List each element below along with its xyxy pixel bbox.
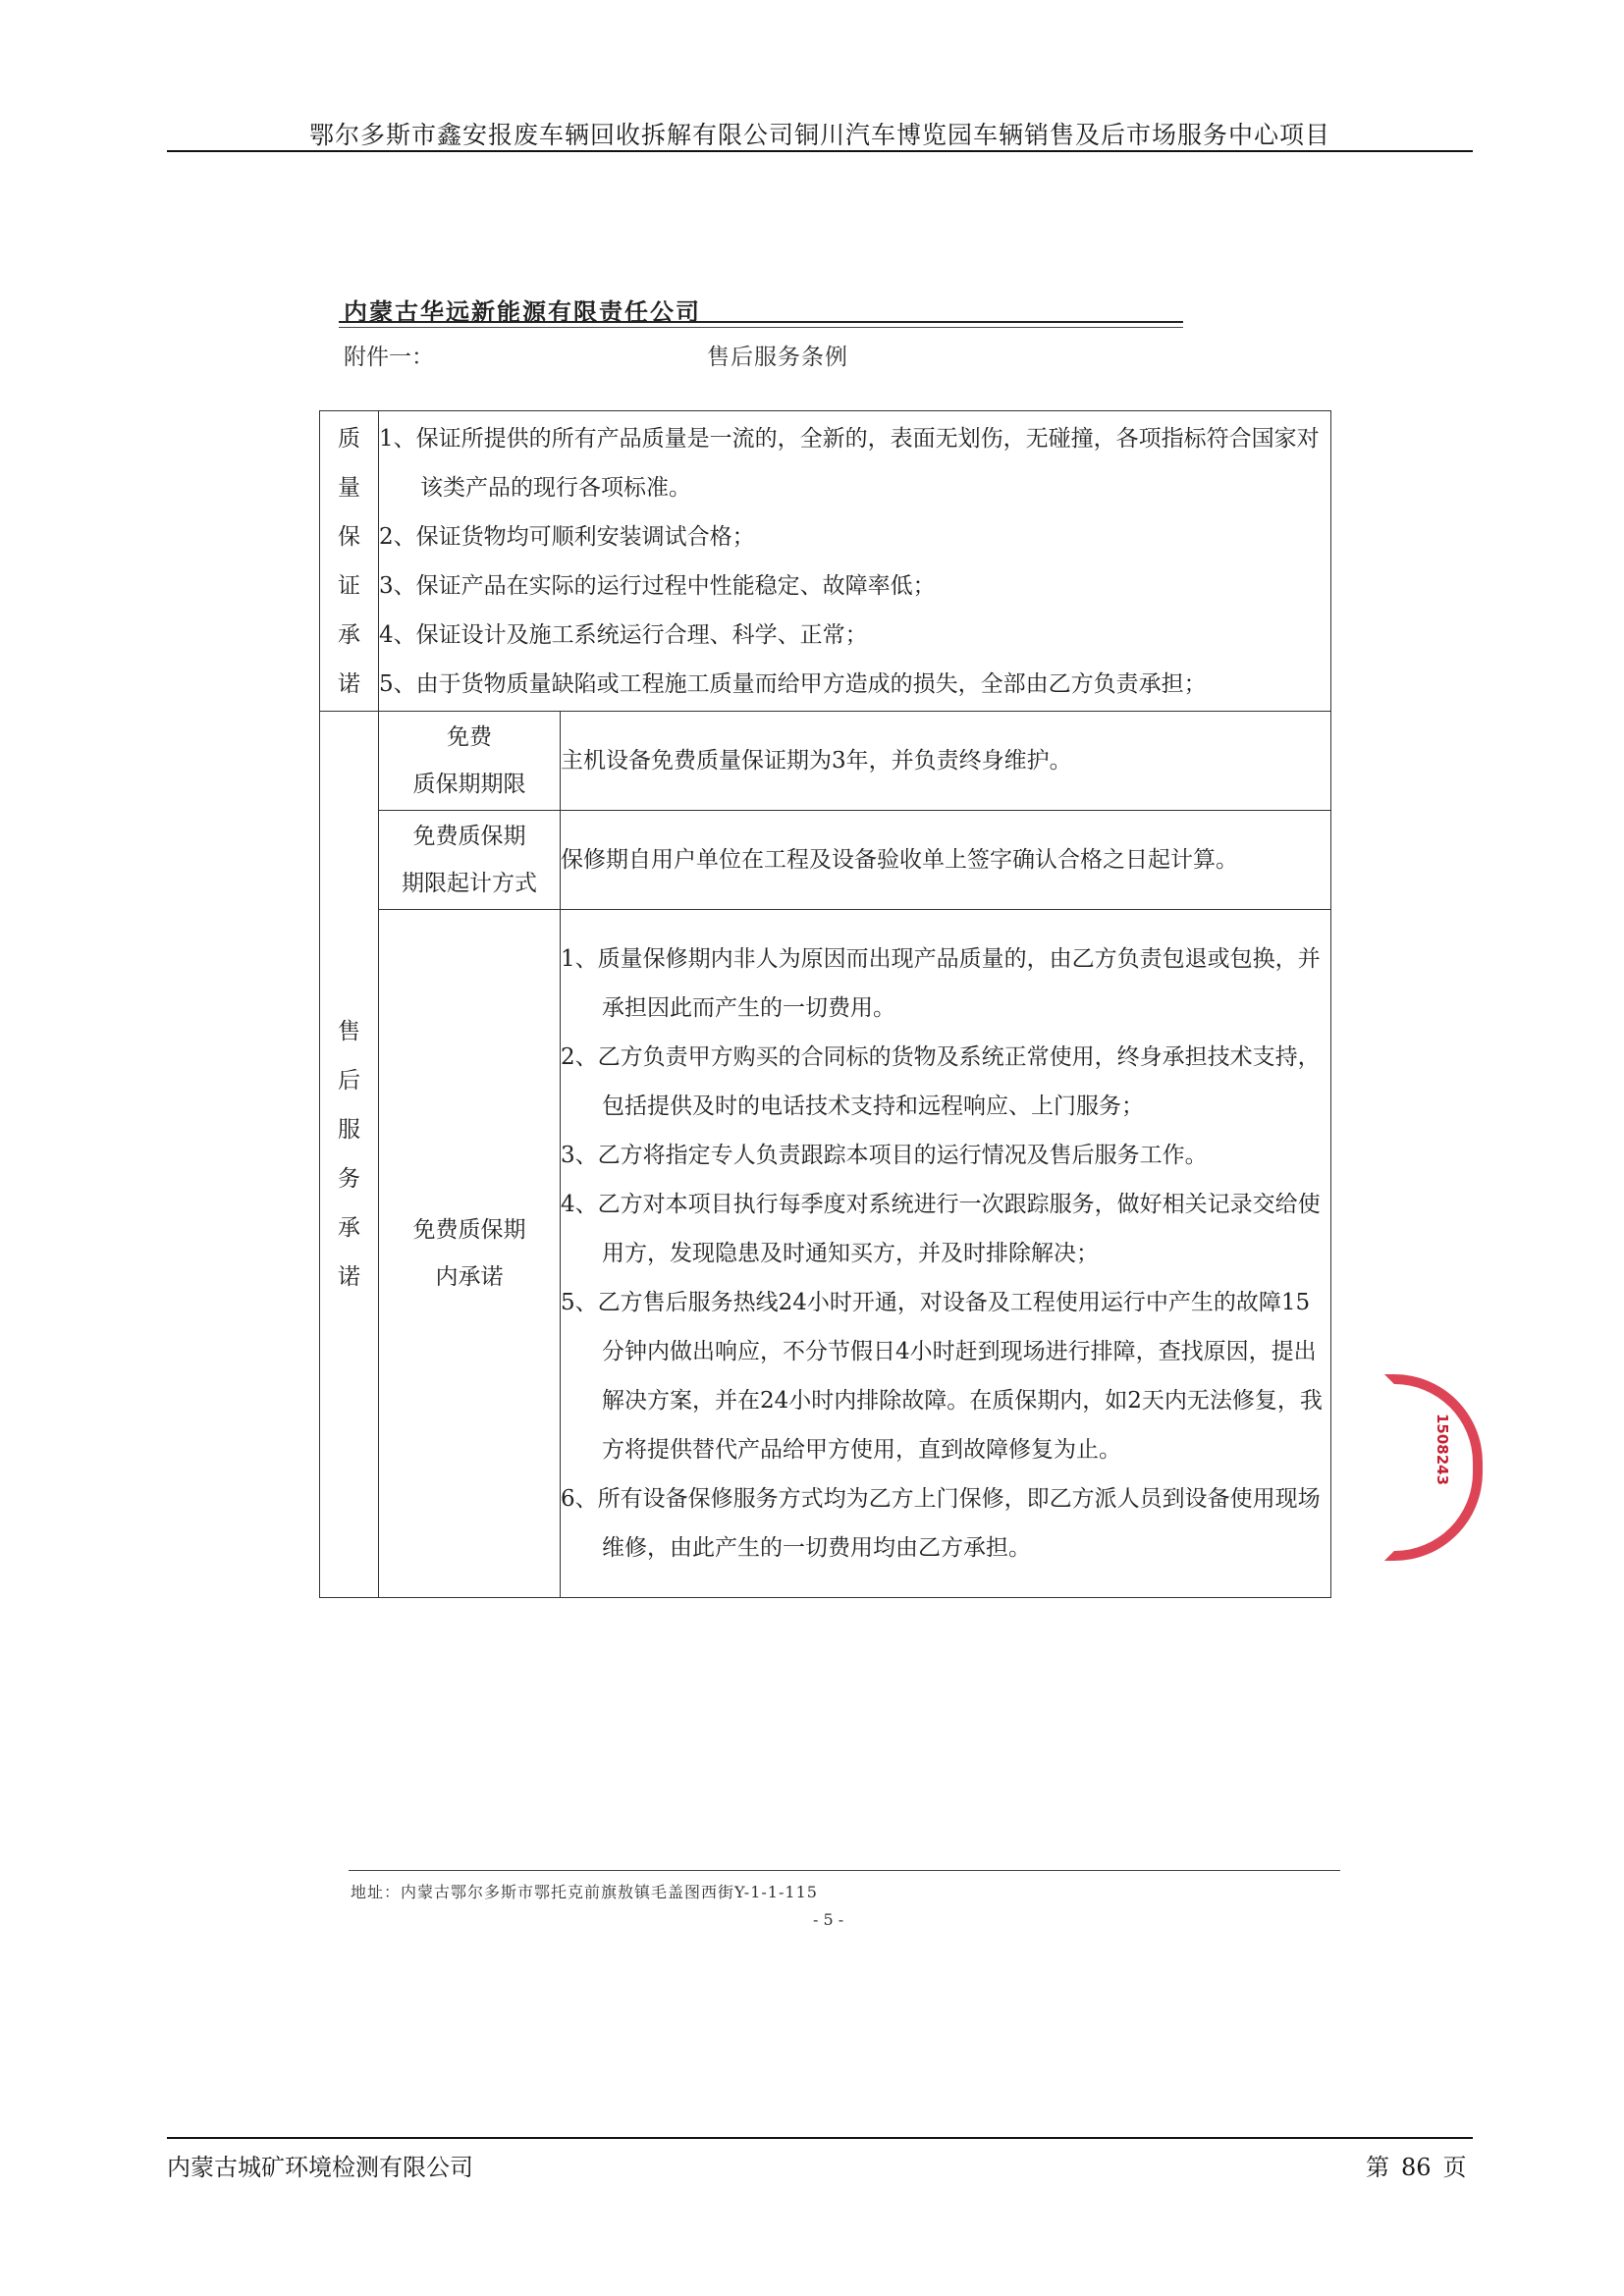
quality-label-char: 保 <box>338 523 360 550</box>
letterhead-address: 地址：内蒙古鄂尔多斯市鄂托克前旗敖镇毛盖图西街Y-1-1-115 <box>351 1883 818 1901</box>
after-sales-label-char: 承 <box>338 1215 360 1241</box>
document-title: 售后服务条例 <box>707 345 848 370</box>
page-suffix: 页 <box>1442 2154 1467 2181</box>
quality-item: 5、由于货物质量缺陷或工程施工质量而给甲方造成的损失，全部由乙方负责承担； <box>379 670 1207 697</box>
warranty-commitments-label <box>379 910 561 1598</box>
warranty-period-label-line: 质保期期限 <box>412 772 526 797</box>
warranty-period-value: 主机设备免费质量保证期为3年，并负责终身维护。 <box>561 712 1331 811</box>
after-sales-terms-table <box>319 410 1331 1598</box>
header-rule <box>167 150 1473 152</box>
quality-items-cell <box>379 411 1331 712</box>
quality-label-char: 量 <box>338 474 360 501</box>
quality-label-char: 承 <box>338 621 360 648</box>
warranty-commitments-label-line: 免费质保期 <box>412 1217 526 1243</box>
warranty-start-label-line: 期限起计方式 <box>402 871 537 896</box>
company-seal-text: 1508243 <box>1434 1414 1451 1486</box>
quality-label-cell <box>320 411 379 712</box>
quality-label-char: 诺 <box>338 670 360 697</box>
attachment-label: 附件一： <box>344 345 434 370</box>
warranty-period-label-line: 免费 <box>447 724 492 750</box>
quality-item: 4、保证设计及施工系统运行合理、科学、正常； <box>379 621 868 648</box>
after-sales-label-char: 售 <box>338 1019 360 1044</box>
letterhead-page-number: - 5 - <box>813 1910 844 1929</box>
after-sales-label-char: 诺 <box>338 1264 360 1290</box>
after-sales-label-cell <box>320 712 379 1598</box>
commitment-item: 4、乙方对本项目执行每季度对系统进行一次跟踪服务，做好相关记录交给使用方，发现隐患及时通知买方，并及时排除解决； <box>561 1192 1321 1266</box>
warranty-start-row <box>320 811 1331 910</box>
warranty-start-value: 保修期自用户单位在工程及设备验收单上签字确认合格之日起计算。 <box>561 811 1331 910</box>
commitment-item: 1、质量保修期内非人为原因而出现产品质量的，由乙方负责包退或包换，并承担因此而产生的一切费用。 <box>561 946 1321 1021</box>
footer-page-number <box>1360 2148 1473 2182</box>
page-header-title: 鄂尔多斯市鑫安报废车辆回收拆解有限公司铜川汽车博览园车辆销售及后市场服务中心项目 <box>308 121 1330 149</box>
commitment-item: 5、乙方售后服务热线24小时开通，对设备及工程使用运行中产生的故障15分钟内做出响应，不分节假日4小时赶到现场进行排障，查找原因，提出解决方案，并在24小时内排除故障。在质保期内，如2天内无法修复，我方将提供替代产品给甲方使用，直到故障修复为止。 <box>561 1290 1323 1463</box>
page-prefix: 第 <box>1366 2154 1389 2181</box>
warranty-start-label-line: 免费质保期 <box>412 824 526 849</box>
footer-company: 内蒙古城矿环境检测有限公司 <box>167 2154 473 2181</box>
after-sales-label-char: 服 <box>338 1117 360 1143</box>
quality-item: 1、保证所提供的所有产品质量是一流的，全新的，表面无划伤，无碰撞，各项指标符合国家对该类产品的现行各项标准。 <box>379 425 1320 501</box>
footer-rule <box>167 2137 1473 2139</box>
warranty-start-label <box>379 811 561 910</box>
warranty-commitments-label-line: 内承诺 <box>435 1264 504 1290</box>
quality-label-char: 质 <box>338 425 360 452</box>
page-number: 86 <box>1401 2154 1432 2181</box>
commitment-item: 3、乙方将指定专人负责跟踪本项目的运行情况及售后服务工作。 <box>561 1143 1208 1168</box>
commitment-item: 2、乙方负责甲方购买的合同标的货物及系统正常使用，终身承担技术支持，包括提供及时的电话技术支持和远程响应、上门服务； <box>561 1044 1321 1119</box>
quality-item: 2、保证货物均可顺利安装调试合格； <box>379 523 755 550</box>
warranty-period-label <box>379 712 561 811</box>
letterhead-footer-rule <box>349 1870 1340 1871</box>
after-sales-label-char: 务 <box>338 1166 360 1192</box>
warranty-period-row <box>320 712 1331 811</box>
letterhead-rule <box>339 321 1183 323</box>
letterhead-rule-thin <box>339 327 1183 328</box>
quality-row <box>320 411 1331 712</box>
quality-label-char: 证 <box>338 572 360 599</box>
warranty-commitments-list <box>561 910 1331 1598</box>
letterhead-company: 内蒙古华远新能源有限责任公司 <box>344 297 701 326</box>
warranty-commitments-row <box>320 910 1331 1598</box>
after-sales-label-char: 后 <box>338 1068 360 1094</box>
quality-item: 3、保证产品在实际的运行过程中性能稳定、故障率低； <box>379 572 936 599</box>
commitment-item: 6、所有设备保修服务方式均为乙方上门保修，即乙方派人员到设备使用现场维修，由此产生的一切费用均由乙方承担。 <box>561 1486 1321 1561</box>
